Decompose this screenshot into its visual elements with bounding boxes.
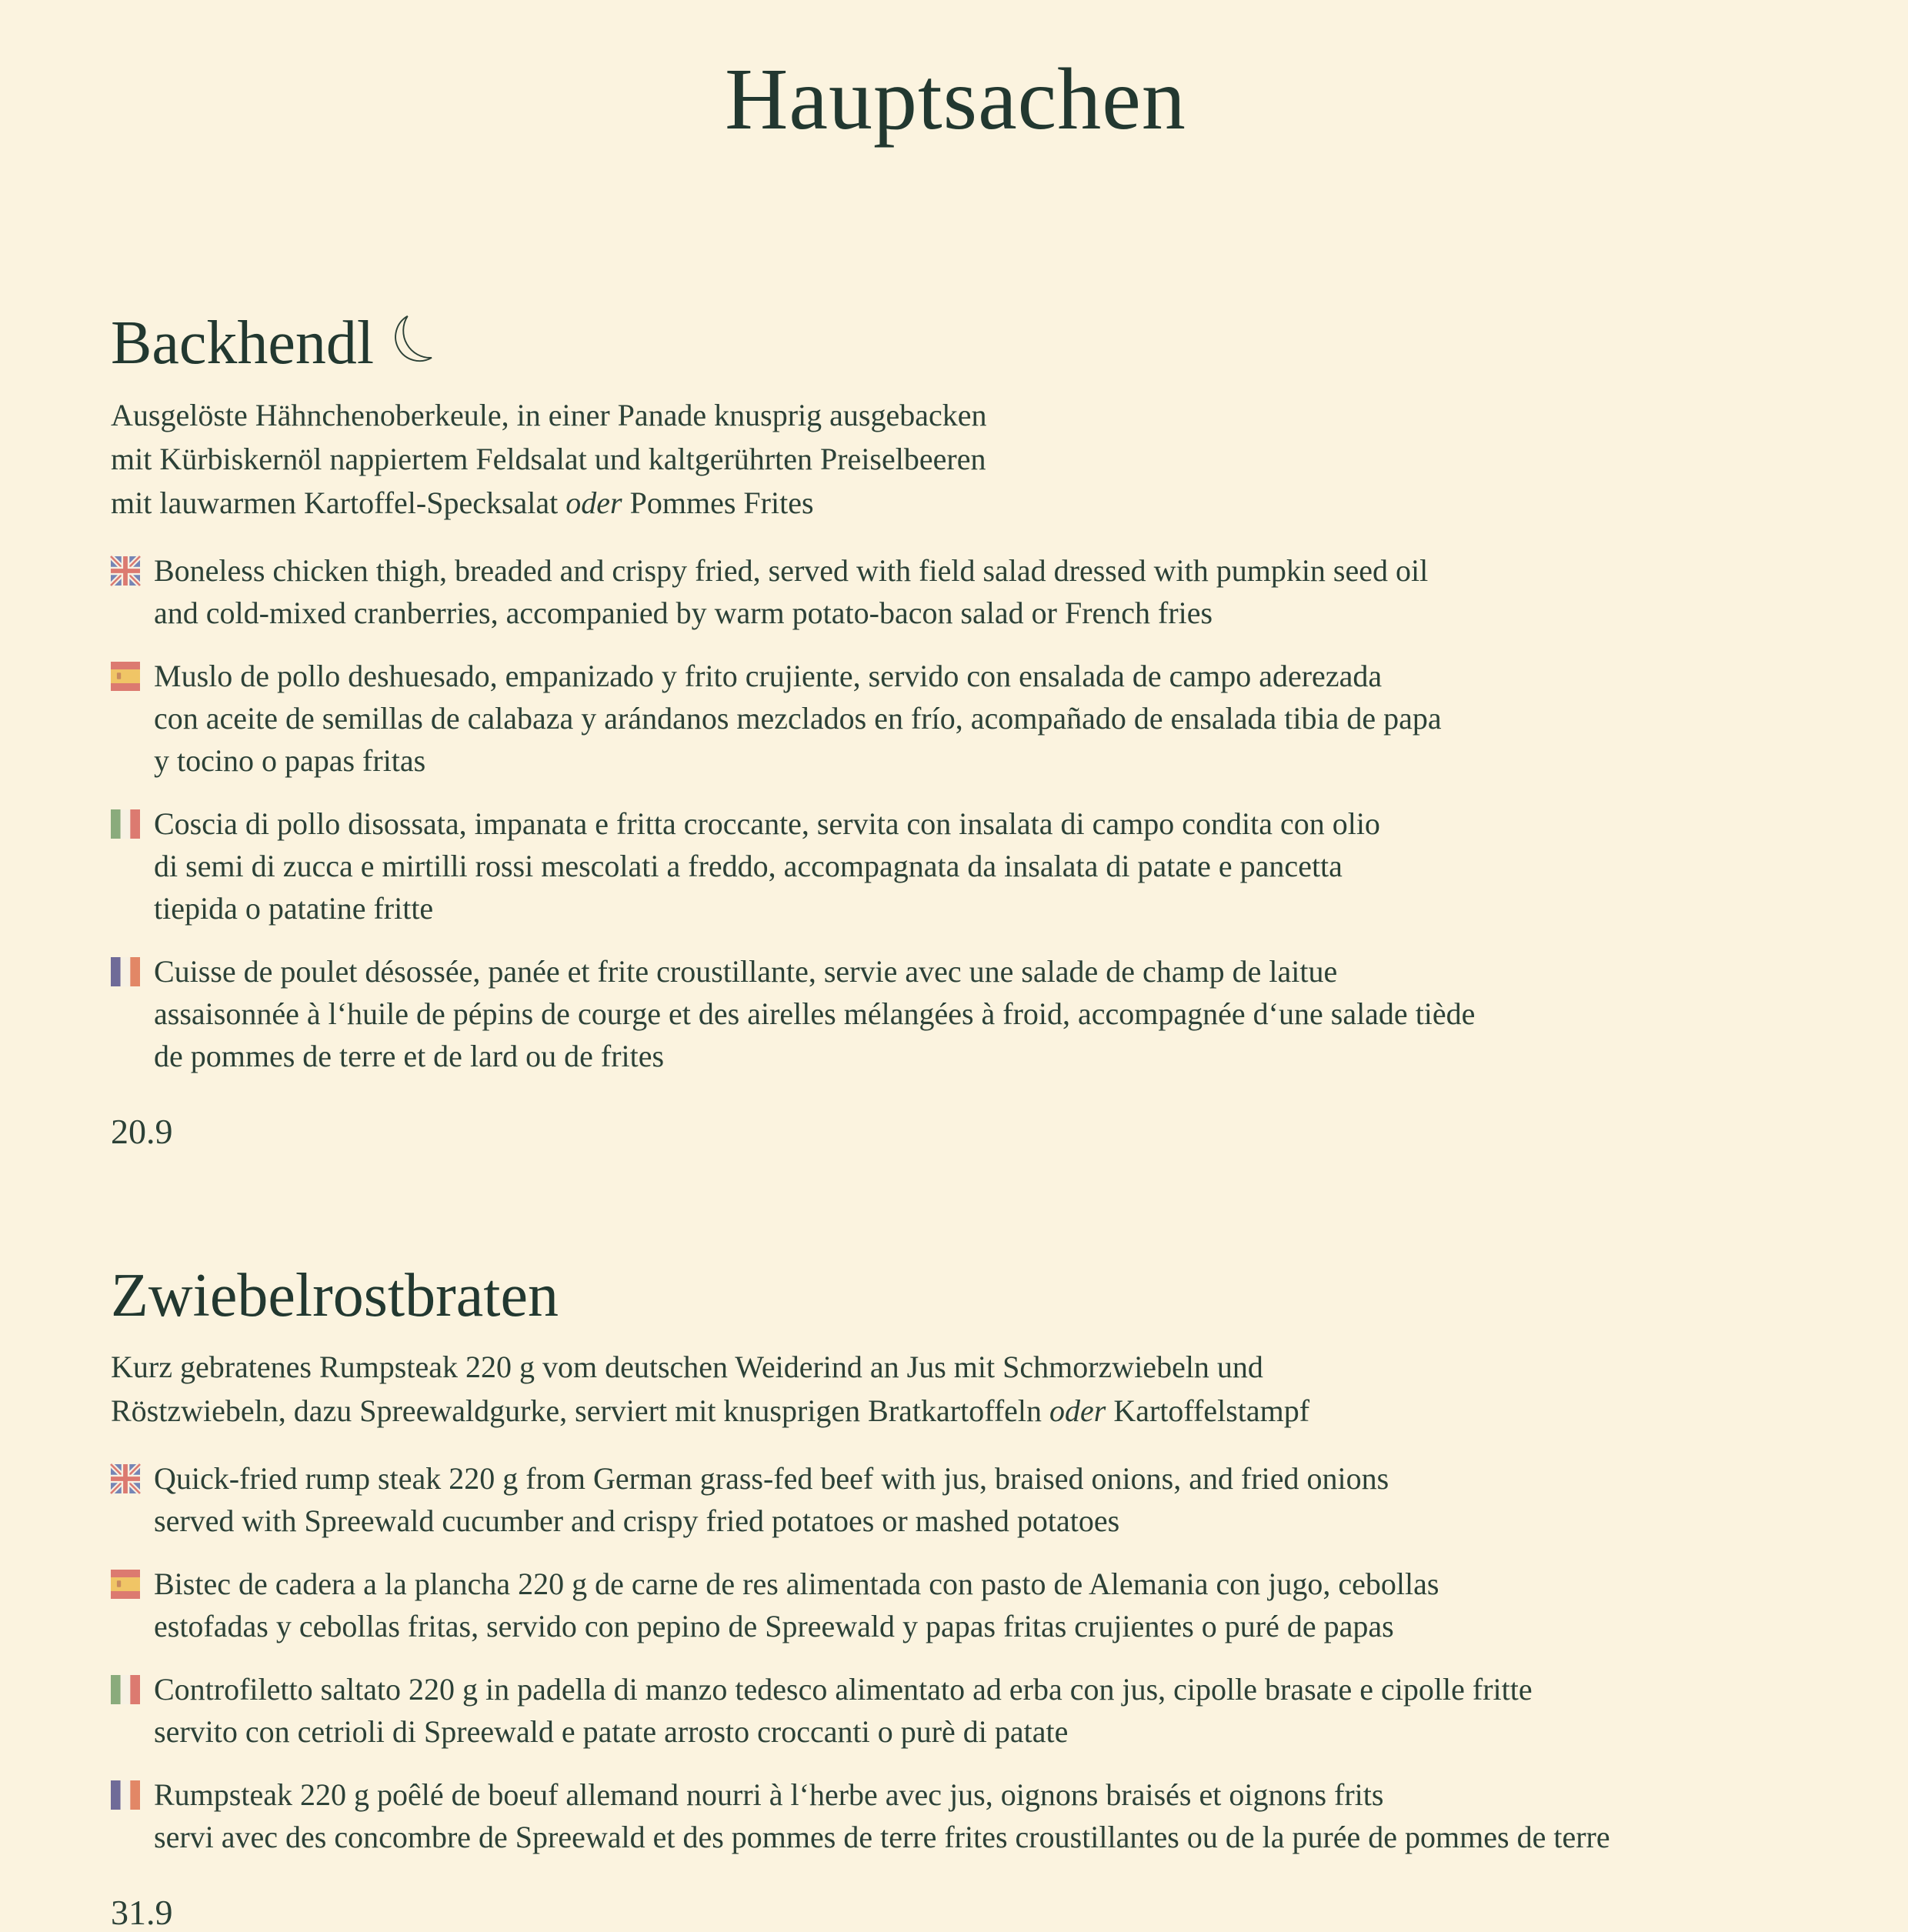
translation-line: Cuisse de poulet désossée, panée et frite croustillante, servie avec une salade de champ de laitue xyxy=(154,953,1338,989)
translation-item-english xyxy=(111,549,1800,634)
uk-flag-icon xyxy=(111,556,140,586)
description-line: Kurz gebratenes Rumpsteak 220 g vom deutschen Weiderind an Jus mit Schmorzwiebeln und xyxy=(111,1349,1263,1384)
translation-text xyxy=(154,549,1428,634)
translations-list xyxy=(111,549,1800,1077)
translation-line: served with Spreewald cucumber and crispy fried potatoes or mashed potatoes xyxy=(154,1503,1120,1538)
description-line: Ausgelöste Hähnchenoberkeule, in einer Panade knusprig ausgebacken xyxy=(111,397,987,432)
german-description xyxy=(111,1345,1800,1433)
translation-line: Muslo de pollo deshuesado, empanizado y frito crujiente, servido con ensalada de campo aderezada xyxy=(154,658,1383,693)
translations-list xyxy=(111,1457,1800,1858)
translation-line: di semi di zucca e mirtilli rossi mescolati a freddo, accompagnata da insalata di patate e pancetta xyxy=(154,848,1343,883)
spain-flag-icon xyxy=(111,1570,140,1599)
translation-item-italian xyxy=(111,802,1800,929)
translation-line: Rumpsteak 220 g poêlé de boeuf allemand nourri à l‘herbe avec jus, oignons braisés et oignons frits xyxy=(154,1777,1384,1812)
translation-line: and cold-mixed cranberries, accompanied by warm potato-bacon salad or French fries xyxy=(154,595,1213,630)
dish-section-zwiebelrostbraten xyxy=(111,1261,1800,1932)
translation-line: con aceite de semillas de calabaza y arándanos mezclados en frío, acompañado de ensalada tibia de papa xyxy=(154,700,1442,736)
translation-text xyxy=(154,655,1442,782)
description-segment: Röstzwiebeln, dazu Spreewaldgurke, serviert mit knusprigen Bratkartoffeln xyxy=(111,1393,1050,1428)
translation-item-french xyxy=(111,950,1800,1077)
uk-flag-icon xyxy=(111,1464,140,1493)
german-description xyxy=(111,393,1800,525)
translation-text xyxy=(154,950,1475,1077)
translation-line: Controfiletto saltato 220 g in padella di manzo tedesco alimentato ad erba con jus, cipolle brasate e cipolle fritte xyxy=(154,1671,1533,1707)
translation-line: estofadas y cebollas fritas, servido con pepino de Spreewald y papas fritas crujientes o puré de papas xyxy=(154,1608,1394,1643)
description-line: mit Kürbiskernöl nappiertem Feldsalat und kaltgerührten Preiselbeeren xyxy=(111,441,986,476)
description-line xyxy=(111,481,1800,525)
translation-line: servito con cetrioli di Spreewald e patate arrosto croccanti o purè di patate xyxy=(154,1713,1069,1749)
translation-text xyxy=(154,1457,1389,1542)
translation-line: de pommes de terre et de lard ou de frites xyxy=(154,1038,665,1073)
translation-line: Coscia di pollo disossata, impanata e fritta croccante, servita con insalata di campo condita con olio xyxy=(154,806,1380,841)
translation-item-french xyxy=(111,1774,1800,1858)
translation-item-spanish xyxy=(111,655,1800,782)
description-segment: Kartoffelstampf xyxy=(1106,1393,1310,1428)
translation-text xyxy=(154,1774,1610,1858)
translation-item-spanish xyxy=(111,1563,1800,1647)
translation-text xyxy=(154,802,1380,929)
dish-name: Backhendl xyxy=(111,309,375,377)
description-segment-italic: oder xyxy=(1049,1393,1106,1428)
france-flag-icon xyxy=(111,957,140,986)
translation-line: tiepida o patatine fritte xyxy=(154,890,434,926)
description-segment: Pommes Frites xyxy=(622,485,814,520)
dish-name-row xyxy=(111,1261,1800,1330)
translation-line: Quick-fried rump steak 220 g from German grass-fed beef with jus, braised onions, and fried onions xyxy=(154,1460,1389,1496)
translation-line: servi avec des concombre de Spreewald et des pommes de terre frites croustillantes ou de la purée de pommes de terre xyxy=(154,1819,1610,1854)
italy-flag-icon xyxy=(111,1675,140,1704)
translation-text xyxy=(154,1668,1533,1753)
dish-name: Zwiebelrostbraten xyxy=(111,1261,559,1330)
translation-text xyxy=(154,1563,1439,1647)
translation-item-italian xyxy=(111,1668,1800,1753)
translation-line: Boneless chicken thigh, breaded and crispy fried, served with field salad dressed with pumpkin seed oil xyxy=(154,552,1429,588)
description-segment: mit lauwarmen Kartoffel-Specksalat xyxy=(111,485,566,520)
price-label: 20.9 xyxy=(111,1111,173,1151)
italy-flag-icon xyxy=(111,809,140,839)
translation-line: assaisonnée à l‘huile de pépins de courge et des airelles mélangées à froid, accompagnée d‘une salade tiède xyxy=(154,996,1476,1031)
description-line xyxy=(111,1389,1800,1433)
translation-item-english xyxy=(111,1457,1800,1542)
translation-line: Bistec de cadera a la plancha 220 g de carne de res alimentada con pasto de Alemania con jugo, cebollas xyxy=(154,1566,1439,1601)
spain-flag-icon xyxy=(111,662,140,691)
price-label: 31.9 xyxy=(111,1892,173,1932)
page-title: Hauptsachen xyxy=(725,50,1186,148)
france-flag-icon xyxy=(111,1780,140,1810)
translation-line: y tocino o papas fritas xyxy=(154,742,426,778)
description-segment-italic: oder xyxy=(565,485,622,520)
dish-name-row xyxy=(111,309,1800,377)
dish-section-backhendl xyxy=(111,309,1800,1151)
crescent-moon-icon xyxy=(384,312,438,378)
